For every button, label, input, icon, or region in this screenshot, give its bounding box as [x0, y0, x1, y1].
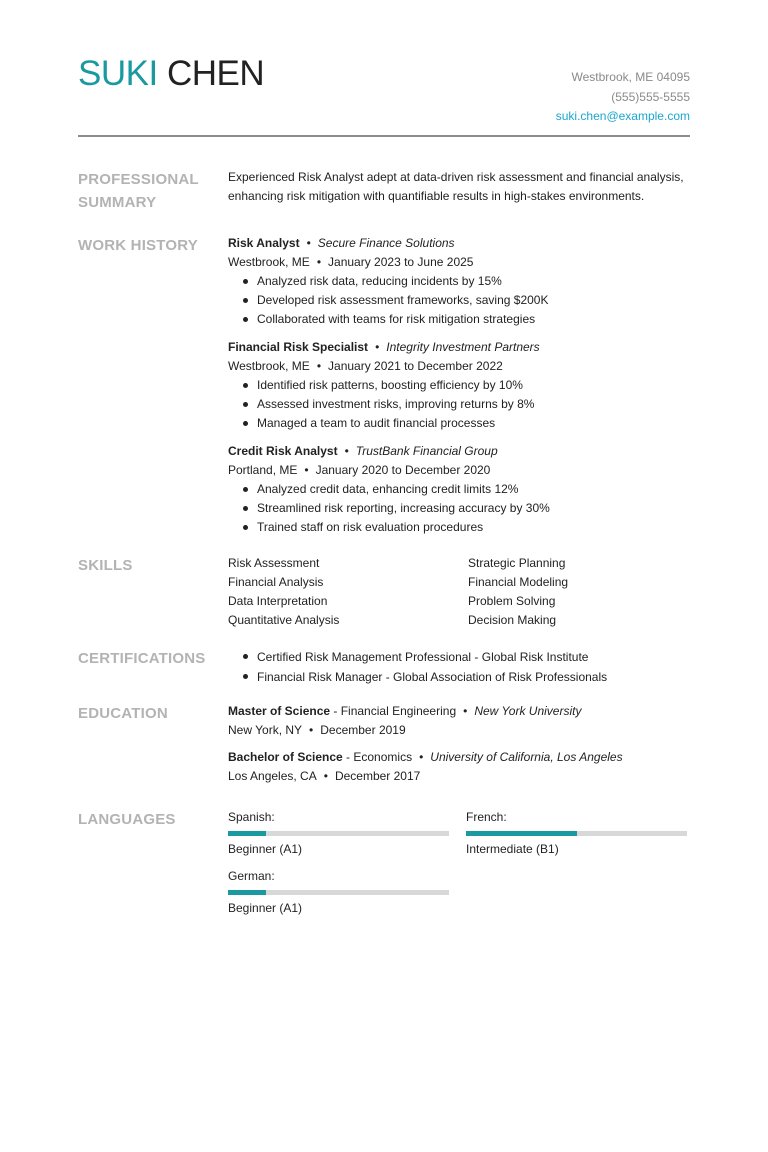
job-meta: [228, 253, 690, 272]
job-role: Financial Risk Specialist: [228, 340, 369, 354]
separator-dot: •: [463, 704, 468, 718]
skills-section: [78, 554, 690, 630]
job-title-line: [228, 338, 690, 357]
skill-item: Problem Solving: [468, 594, 556, 608]
job-bullet: Collaborated with teams for risk mitigation strategies: [257, 310, 690, 329]
education-meta: [228, 767, 690, 786]
job-entry: [228, 442, 690, 537]
languages-section: [78, 808, 690, 917]
job-role: Risk Analyst: [228, 236, 300, 250]
candidate-name: [78, 54, 264, 94]
section-title-languages: LANGUAGES: [78, 811, 176, 828]
language-proficiency-bar: [228, 890, 449, 895]
language-proficiency-bar: [228, 831, 449, 836]
job-company: TrustBank Financial Group: [355, 444, 498, 458]
language-proficiency-bar: [466, 831, 687, 836]
certification-item: Certified Risk Management Professional - Global Risk Institute: [257, 647, 690, 667]
section-title-summary: [78, 168, 228, 214]
summary-text-line1: Experienced Risk Analyst adept at data-driven risk assessment and financial analysis,: [228, 170, 684, 184]
job-meta: [228, 461, 690, 480]
separator-dot: •: [306, 236, 311, 250]
language-level: Beginner (A1): [228, 842, 303, 856]
job-dates: January 2021 to December 2022: [328, 359, 503, 373]
job-bullet: Analyzed credit data, enhancing credit limits 12%: [257, 480, 690, 499]
separator-dot: •: [309, 723, 314, 737]
language-item: [466, 808, 687, 858]
education-entry: [228, 702, 690, 740]
job-bullet: Analyzed risk data, reducing incidents by 15%: [257, 272, 690, 291]
education-meta: [228, 721, 690, 740]
skill-item: Strategic Planning: [468, 556, 566, 570]
work-history-section: [78, 234, 690, 537]
contact-phone: (555)555-5555: [611, 89, 690, 104]
job-location: Portland, ME: [228, 463, 298, 477]
work-history-body: [228, 234, 690, 537]
language-level: Intermediate (B1): [466, 842, 559, 856]
education-school: New York University: [474, 704, 582, 718]
job-entry: [228, 338, 690, 433]
education-title-line: [228, 748, 690, 767]
section-title-skills: SKILLS: [78, 557, 133, 574]
languages-grid: [228, 808, 690, 917]
separator-dot: •: [375, 340, 380, 354]
language-name: Spanish:: [228, 810, 275, 824]
education-school: University of California, Los Angeles: [430, 750, 623, 764]
education-date: December 2019: [320, 723, 406, 737]
job-bullets: [228, 272, 690, 329]
job-dates: January 2023 to June 2025: [328, 255, 474, 269]
language-item: [228, 808, 466, 858]
education-body: [228, 702, 690, 794]
job-bullet: Trained staff on risk evaluation procedures: [257, 518, 690, 537]
skill-item: Quantitative Analysis: [228, 613, 340, 627]
language-proficiency-fill: [466, 831, 577, 836]
education-field: - Economics: [342, 750, 413, 764]
education-degree: Bachelor of Science: [228, 750, 343, 764]
language-name: French:: [466, 810, 507, 824]
job-bullets: [228, 480, 690, 537]
contact-email-link[interactable]: suki.chen@example.com: [555, 109, 690, 123]
language-item: [228, 867, 466, 917]
job-entry: [228, 234, 690, 329]
education-date: December 2017: [334, 769, 421, 783]
job-location: Westbrook, ME: [228, 359, 310, 373]
last-name: CHEN: [166, 54, 265, 93]
job-bullet: Identified risk patterns, boosting efficiency by 10%: [257, 376, 690, 395]
job-bullets: [228, 376, 690, 433]
resume-header: [78, 0, 690, 136]
skill-item: Financial Analysis: [228, 575, 324, 589]
education-entry: [228, 748, 690, 786]
separator-dot: •: [323, 769, 328, 783]
summary-section: [78, 136, 690, 214]
summary-title-line1: PROFESSIONAL: [78, 171, 199, 188]
separator-dot: •: [316, 255, 322, 269]
education-location: New York, NY: [228, 723, 303, 737]
certification-item: Financial Risk Manager - Global Association of Risk Professionals: [257, 667, 690, 687]
education-location: Los Angeles, CA: [228, 769, 317, 783]
certifications-section: [78, 647, 690, 687]
job-bullet: Streamlined risk reporting, increasing accuracy by 30%: [257, 499, 690, 518]
language-level: Beginner (A1): [228, 901, 303, 915]
education-field: - Financial Engineering: [330, 704, 457, 718]
separator-dot: •: [344, 444, 349, 458]
education-section: [78, 702, 690, 794]
job-bullet: Assessed investment risks, improving returns by 8%: [257, 395, 690, 414]
certification-list: [228, 647, 690, 687]
education-title-line: [228, 702, 690, 721]
job-company: Integrity Investment Partners: [386, 340, 540, 354]
language-proficiency-fill: [228, 831, 266, 836]
job-title-line: [228, 234, 690, 253]
summary-body: [228, 168, 690, 214]
job-role: Credit Risk Analyst: [228, 444, 338, 458]
first-name: SUKI: [78, 54, 158, 93]
contact-location: Westbrook, ME 04095: [571, 70, 690, 84]
job-bullet: Managed a team to audit financial processes: [257, 414, 690, 433]
language-proficiency-fill: [228, 890, 266, 895]
language-name: German:: [228, 869, 275, 883]
job-dates: January 2020 to December 2020: [315, 463, 491, 477]
job-bullet: Developed risk assessment frameworks, saving $200K: [257, 291, 690, 310]
skill-item: Decision Making: [468, 613, 557, 627]
separator-dot: •: [419, 750, 424, 764]
summary-text-line2: enhancing risk mitigation with quantifiable results in high-stakes environments.: [228, 189, 645, 203]
section-title-work: WORK HISTORY: [78, 237, 198, 254]
skills-grid: [228, 554, 690, 630]
skill-item: Financial Modeling: [468, 575, 569, 589]
job-meta: [228, 357, 690, 376]
certifications-body: [228, 647, 690, 687]
skill-item: Data Interpretation: [228, 594, 328, 608]
section-title-education: EDUCATION: [78, 705, 168, 722]
job-title-line: [228, 442, 690, 461]
summary-title-line2: SUMMARY: [78, 194, 157, 211]
section-title-certifications: CERTIFICATIONS: [78, 650, 206, 667]
contact-info: [556, 68, 690, 127]
job-location: Westbrook, ME: [228, 255, 310, 269]
education-degree: Master of Science: [228, 704, 331, 718]
separator-dot: •: [316, 359, 322, 373]
separator-dot: •: [304, 463, 309, 477]
job-company: Secure Finance Solutions: [317, 236, 455, 250]
skill-item: Risk Assessment: [228, 556, 320, 570]
